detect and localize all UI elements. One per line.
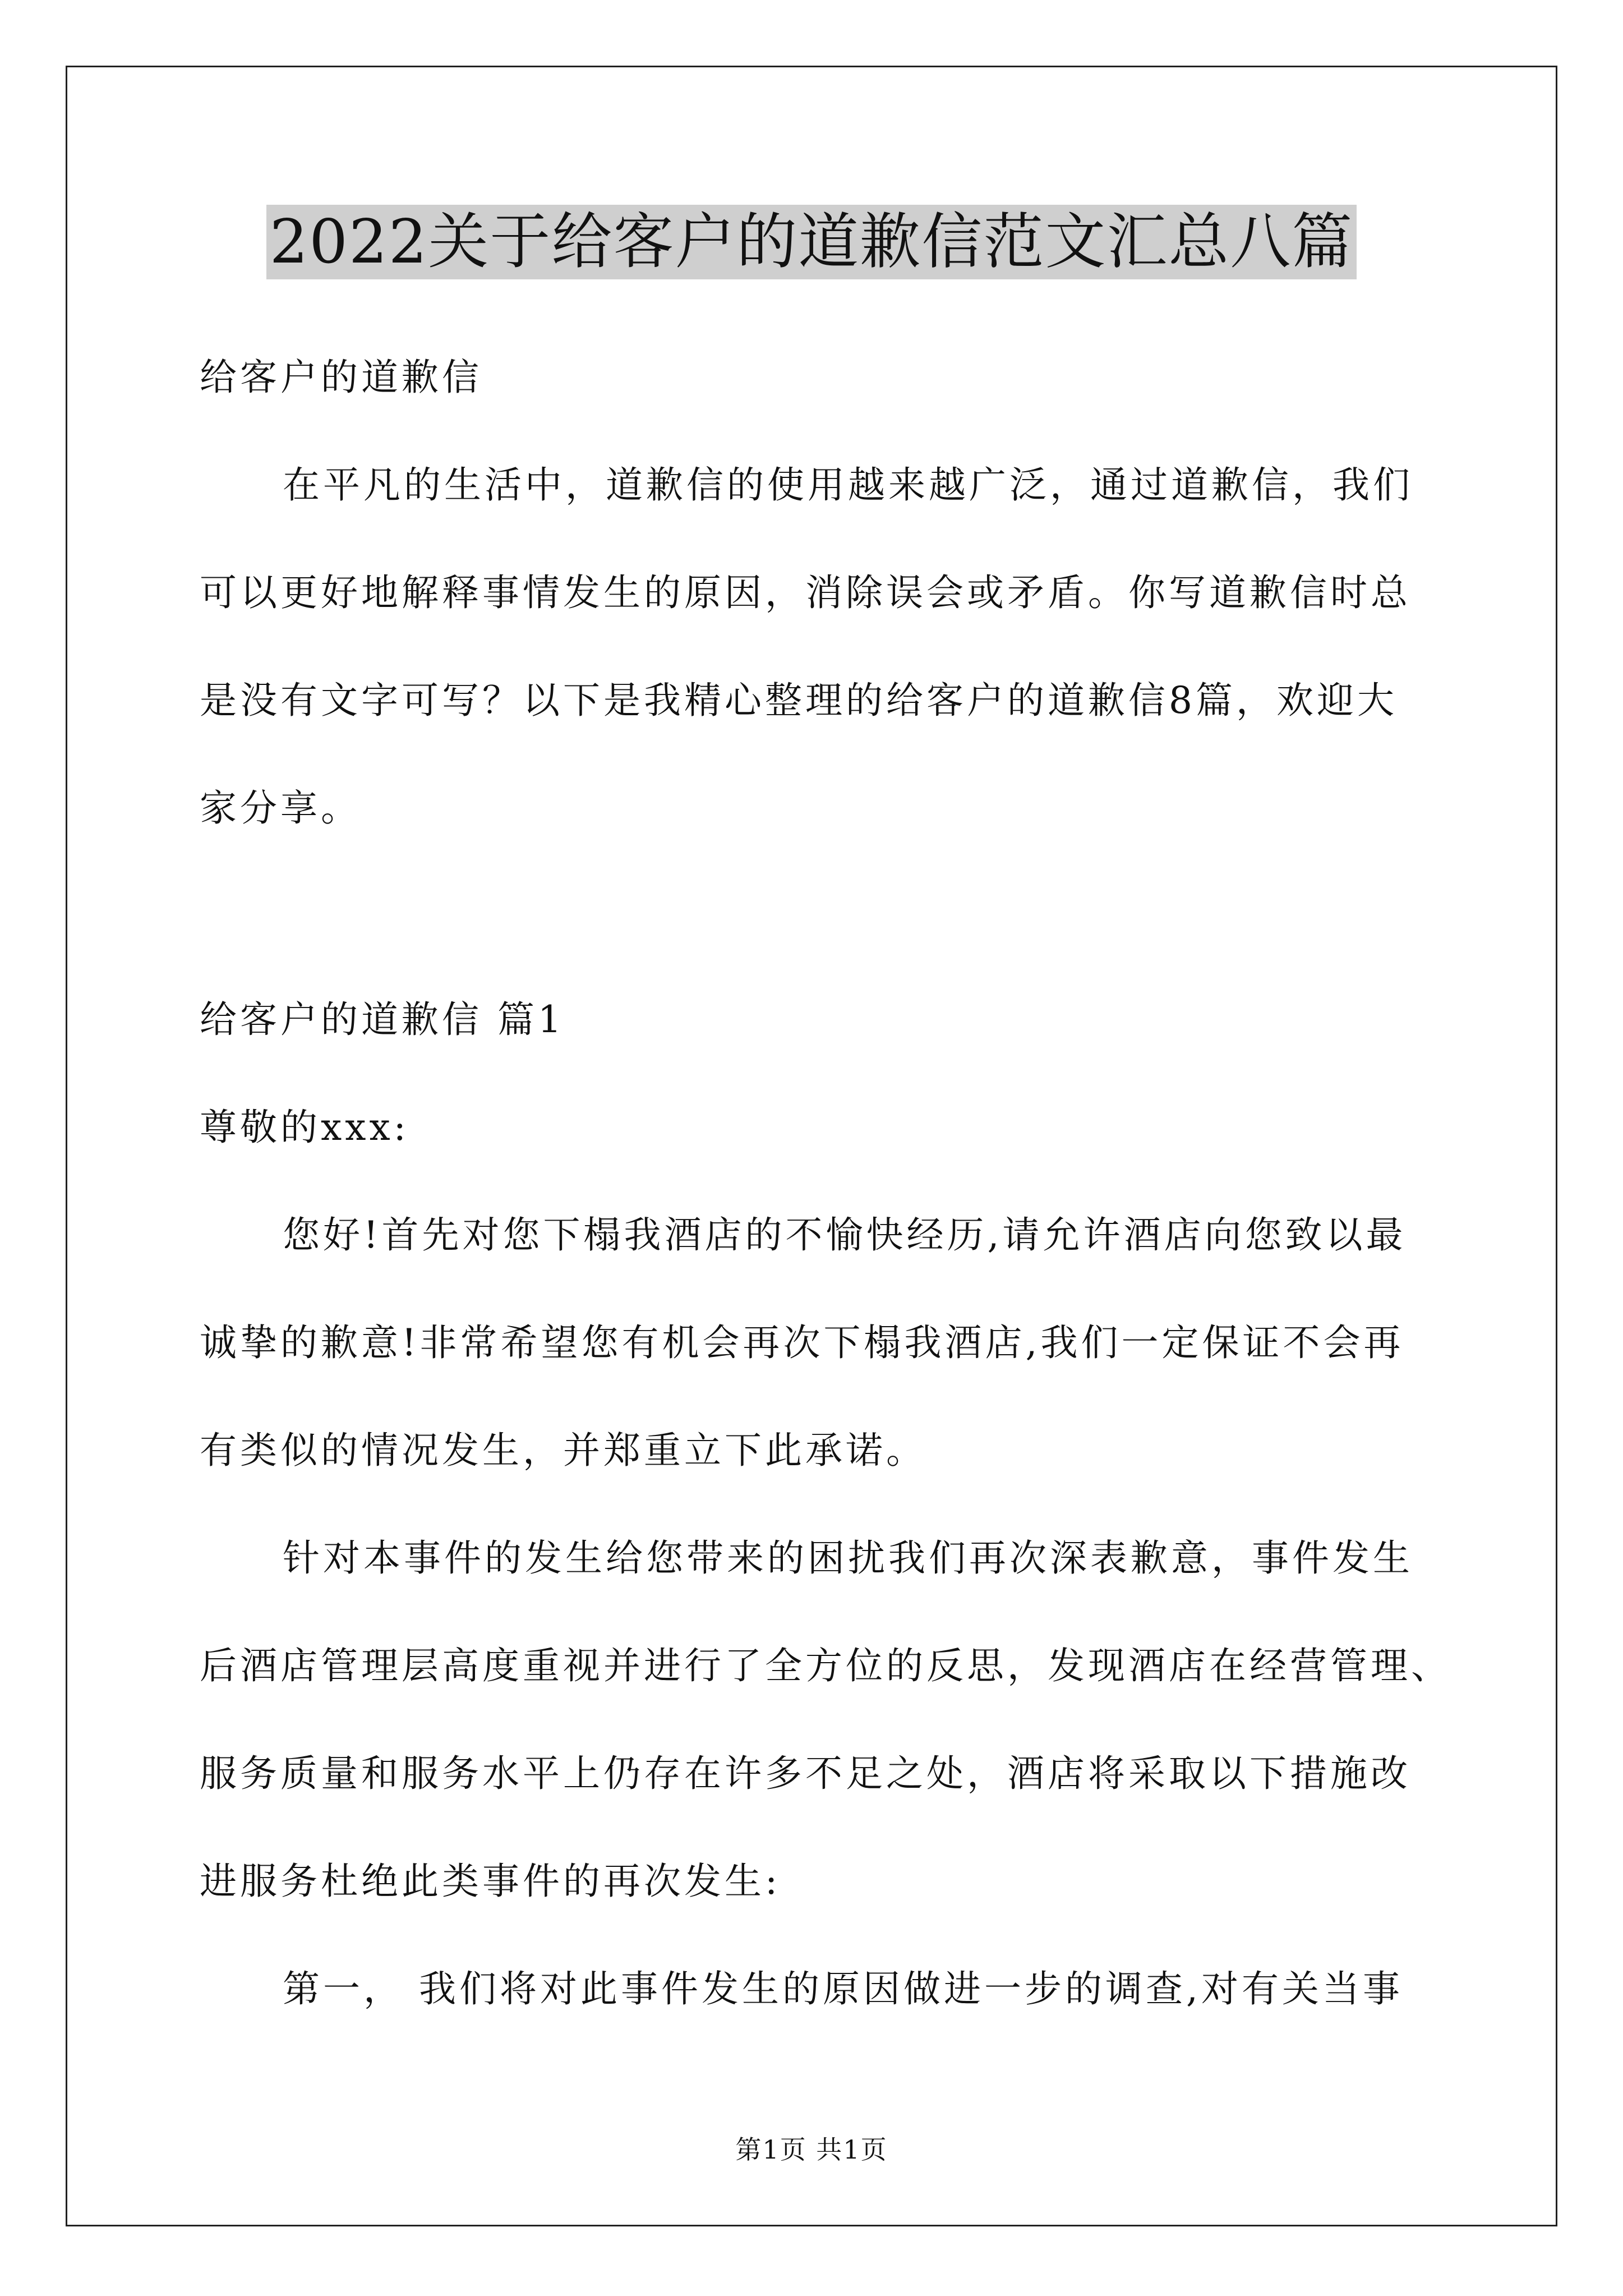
paragraph-line: 有类似的情况发生，并郑重立下此承诺。 [200,1429,926,1472]
page-number: 第1页 共1页 [735,2134,888,2165]
paragraph-line: 诚挚的歉意!非常希望您有机会再次下榻我酒店,我们一定保证不会再 [200,1321,1404,1364]
document-title-text: 2022关于给客户的道歉信范文汇总八篇 [266,205,1357,279]
paragraph-line: 进服务杜绝此类事件的再次发生: [200,1860,781,1903]
salutation: 尊敬的xxx: [200,1106,409,1149]
paragraph-line: 针对本事件的发生给您带来的困扰我们再次深表歉意，事件发生 [283,1536,1413,1580]
paragraph-line: 家分享。 [200,786,361,830]
paragraph-line: 是没有文字可写？以下是我精心整理的给客户的道歉信8篇，欢迎大 [200,679,1398,722]
section-heading: 给客户的道歉信 篇1 [200,998,565,1041]
paragraph-line: 在平凡的生活中，道歉信的使用越来越广泛，通过道歉信，我们 [283,463,1413,507]
paragraph-line: 可以更好地解释事情发生的原因，消除误会或矛盾。你写道歉信时总 [200,571,1411,614]
document-title [0,203,1623,282]
paragraph-line: 后酒店管理层高度重视并进行了全方位的反思，发现酒店在经营管理、 [200,1644,1451,1687]
section-heading: 给客户的道歉信 [200,356,482,399]
paragraph-line: 您好!首先对您下榻我酒店的不愉快经历,请允许酒店向您致以最 [283,1213,1407,1257]
paragraph-line: 服务质量和服务水平上仍存在许多不足之处，酒店将采取以下措施改 [200,1752,1411,1795]
paragraph-line: 第一， 我们将对此事件发生的原因做进一步的调查,对有关当事 [283,1967,1403,2010]
